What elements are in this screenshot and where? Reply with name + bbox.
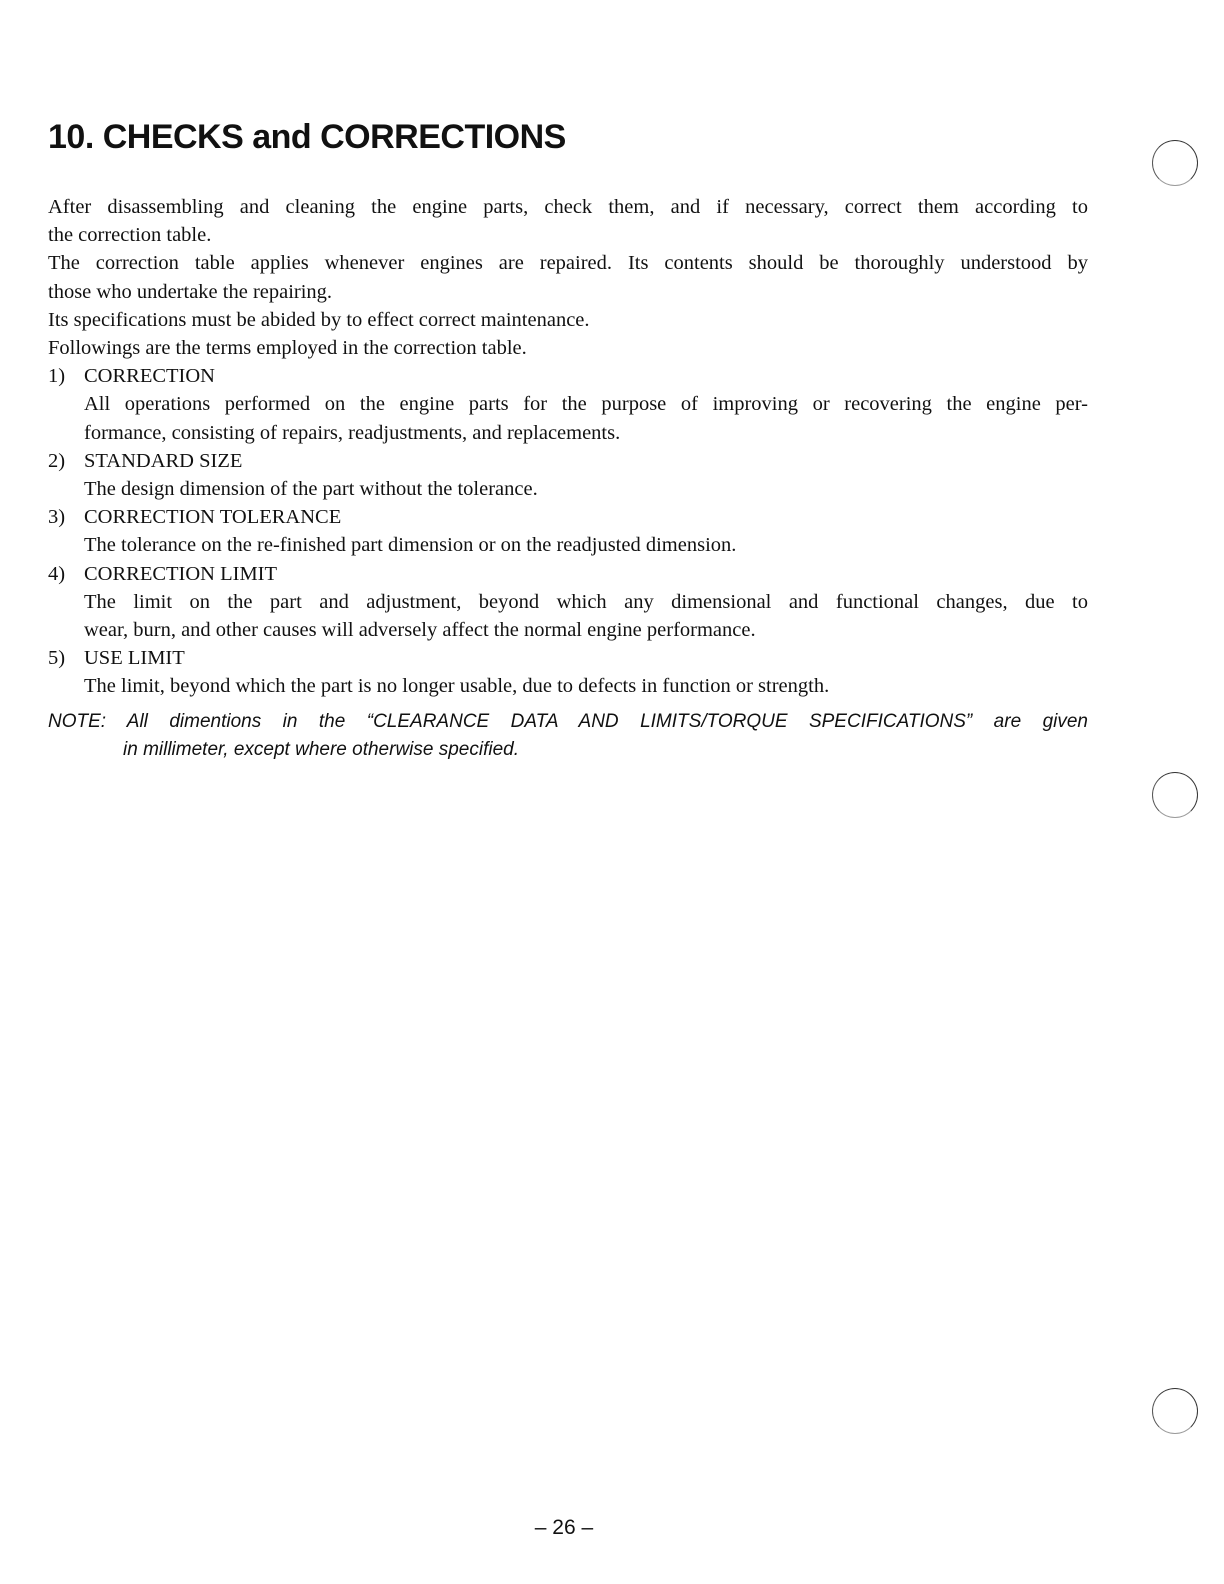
term-number: 4) <box>48 562 66 585</box>
term-standard-size <box>48 447 1088 503</box>
intro-paragraph-4: Followings are the terms employed in the correction table. <box>48 337 527 360</box>
intro-paragraph-3: Its specifications must be abided by to effect correct maintenance. <box>48 308 590 331</box>
term-definition-line-2: wear, burn, and other causes will adversely affect the normal engine performance. <box>84 619 756 642</box>
terms-list <box>48 362 1088 700</box>
binder-hole-middle <box>1152 772 1198 818</box>
term-number: 5) <box>48 647 66 670</box>
section-body <box>48 193 1088 701</box>
term-definition-line-1: The tolerance on the re-finished part dimension or on the readjusted dimension. <box>84 534 737 557</box>
intro-paragraph-1-line-1: After disassembling and cleaning the engine parts, check them, and if necessary, correct them according to <box>48 196 1088 218</box>
term-number: 2) <box>48 449 66 472</box>
term-number: 1) <box>48 365 66 388</box>
term-name: STANDARD SIZE <box>84 449 243 472</box>
page-number: – 26 – <box>534 1516 594 1539</box>
note-line-1: NOTE: All dimentions in the “CLEARANCE DATA AND LIMITS/TORQUE SPECIFICATIONS” are given <box>48 711 1088 732</box>
intro-paragraph-2-line-2: those who undertake the repairing. <box>48 280 333 303</box>
term-correction <box>48 362 1088 447</box>
term-name: CORRECTION LIMIT <box>84 562 278 585</box>
term-name: USE LIMIT <box>84 647 185 670</box>
term-definition-line-1: All operations performed on the engine parts for the purpose of improving or recovering the engine per- <box>84 393 1088 416</box>
intro-paragraph-1-line-2: the correction table. <box>48 224 212 247</box>
note-line-2: in millimeter, except where otherwise specified. <box>123 739 520 760</box>
term-definition-line-1: The limit, beyond which the part is no longer usable, due to defects in function or strength. <box>84 675 830 698</box>
term-use-limit <box>48 644 1088 700</box>
intro-paragraph-2-line-1: The correction table applies whenever engines are repaired. Its contents should be thoroughly understood by <box>48 252 1088 275</box>
term-definition-line-1: The design dimension of the part without the tolerance. <box>84 478 538 501</box>
section-heading: 10. CHECKS and CORRECTIONS <box>48 118 566 156</box>
term-definition-line-2: formance, consisting of repairs, readjustments, and replacements. <box>84 421 621 444</box>
term-definition-line-1: The limit on the part and adjustment, beyond which any dimensional and functional changes, due to <box>84 590 1088 613</box>
term-correction-tolerance <box>48 503 1088 559</box>
term-name: CORRECTION TOLERANCE <box>84 506 342 529</box>
binder-hole-top <box>1152 140 1198 186</box>
binder-hole-bottom <box>1152 1388 1198 1434</box>
term-number: 3) <box>48 506 66 529</box>
term-name: CORRECTION <box>84 365 215 388</box>
units-note <box>48 708 1088 764</box>
term-correction-limit <box>48 560 1088 645</box>
